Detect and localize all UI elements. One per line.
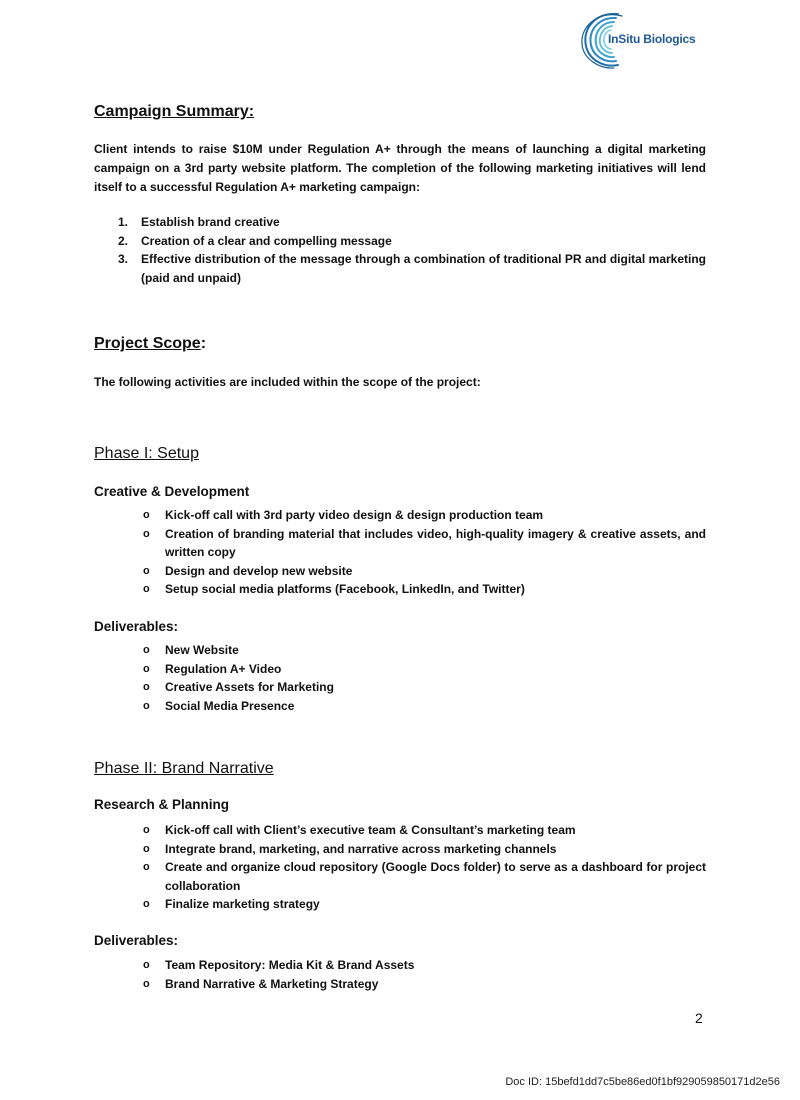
campaign-summary-section [94,103,706,121]
phase1-creative [94,484,706,499]
project-scope-intro: The following activities are included within the scope of the project: [94,375,481,389]
phase1-creative-list [94,506,706,599]
phase1-deliverables [94,619,706,634]
company-logo [578,8,696,70]
logo-text: InSitu Biologics [608,32,696,46]
list-item: o New Website [143,643,239,657]
list-item: o Kick-off call with 3rd party video design & design production team [143,508,544,522]
phase1-creative-list-wrap [94,506,706,599]
page-number: 2 [695,1010,703,1026]
list-item: o Creation of branding material that includes video, high-quality imagery & creative assets, and written copy [143,526,706,559]
initiatives-list-wrap [94,213,706,287]
campaign-summary-paragraph: Client intends to raise $10M under Regulation A+ through the means of launching a digital marketing campaign on a 3rd party website platform. The completion of the following marketing initiatives will lend itself to a successful Regulation A+ marketing campaign: [94,142,706,194]
document-id: Doc ID: 15befd1dd7c5be86ed0f1bf929059850171d2e56 [505,1076,780,1088]
phase2-deliverables-heading: Deliverables: [94,933,179,948]
phase2-deliverables [94,933,706,948]
list-item: o Brand Narrative & Marketing Strategy [143,976,379,991]
phase2-research-list-wrap [94,821,706,914]
phase1-deliverables-list [94,641,706,715]
list-item: o Social Media Presence [143,698,295,713]
phase1-deliverables-heading: Deliverables: [94,619,179,634]
phase1-title: Phase I: Setup [94,445,199,462]
campaign-summary-body [94,140,706,197]
list-item: o Finalize marketing strategy [143,897,320,911]
list-item: o Setup social media platforms (Facebook, LinkedIn, and Twitter) [143,582,525,596]
phase1-section [94,445,706,463]
list-item: o Design and develop new website [143,563,353,578]
phase2-research-heading: Research & Planning [94,797,230,812]
campaign-summary-heading: Campaign Summary: [94,103,255,120]
phase2-research [94,797,706,812]
phase2-deliverables-list [94,956,706,993]
initiatives-list [94,213,706,287]
list-item: o Regulation A+ Video [143,661,282,676]
list-item: 3. Effective distribution of the message through a combination of traditional PR and digital marketing (paid and unpaid) [118,252,706,285]
project-scope-section [94,335,706,353]
list-item: o Team Repository: Media Kit & Brand Assets [143,958,415,972]
phase2-research-list [94,821,706,914]
list-item: o Integrate brand, marketing, and narrative across marketing channels [143,841,557,856]
project-scope-intro-wrap [94,373,706,392]
phase1-creative-heading: Creative & Development [94,484,250,499]
list-item: o Create and organize cloud repository (Google Docs folder) to serve as a dashboard for project collaboration [143,860,706,893]
list-item: 2. Creation of a clear and compelling message [118,233,392,248]
list-item: o Kick-off call with Client’s executive team & Consultant’s marketing team [143,823,576,837]
phase2-deliverables-list-wrap [94,956,706,993]
phase1-deliverables-list-wrap [94,641,706,715]
list-item: 1. Establish brand creative [118,215,280,229]
list-item: o Creative Assets for Marketing [143,680,334,694]
phase2-title: Phase II: Brand Narrative [94,760,274,777]
phase2-section [94,760,706,778]
project-scope-heading: Project Scope: [94,335,207,352]
